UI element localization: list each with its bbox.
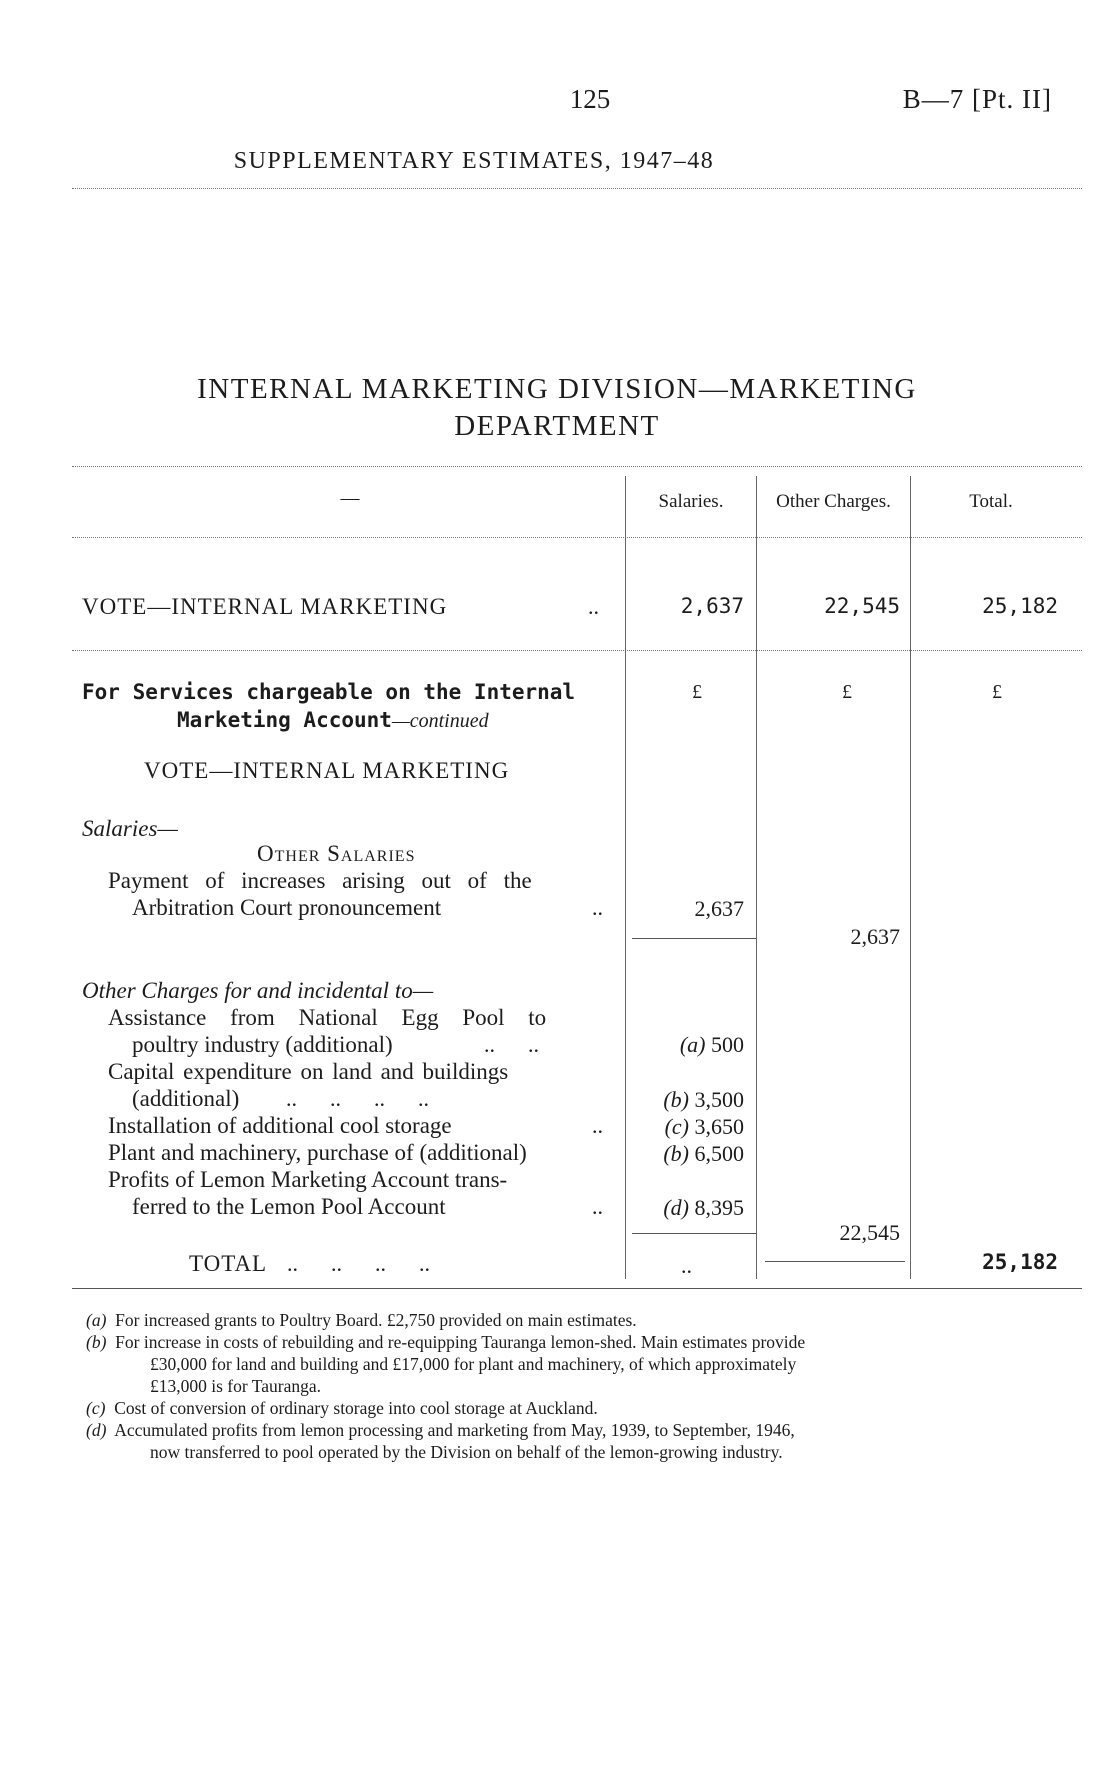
currency-total: £ — [992, 681, 1002, 703]
footnote-b-line2: £30,000 for land and building and £17,000 for plant and machinery, of which approximately — [150, 1354, 797, 1374]
value: 500 — [711, 1032, 744, 1057]
column-rule-other-charges — [756, 476, 757, 1279]
section-heading-continued: —continued — [391, 710, 489, 732]
footnote-mark: (c) — [86, 1398, 106, 1418]
summary-row-label: VOTE—INTERNAL MARKETING — [82, 594, 448, 619]
value: 3,650 — [694, 1114, 744, 1139]
item-egg-pool-line2: poultry industry (additional) — [132, 1032, 393, 1057]
salaries-subtotal: 2,637 — [850, 924, 900, 949]
table-top-rule — [72, 466, 1082, 467]
summary-bottom-rule — [72, 650, 1082, 651]
footnote-text: For increased grants to Poultry Board. £2,750 provided on main estimates. — [115, 1310, 637, 1330]
item-capital-leader: .. .. .. .. — [286, 1086, 429, 1111]
note-mark: (b) — [663, 1141, 689, 1166]
column-header-description: — — [340, 488, 360, 509]
item-lemon-line2: ferred to the Lemon Pool Account — [132, 1194, 446, 1219]
page-title-line1: INTERNAL MARKETING DIVISION—MARKETING — [197, 373, 917, 405]
item-egg-pool-value — [630, 1032, 744, 1058]
item-lemon-line1: Profits of Lemon Marketing Account trans- — [108, 1167, 508, 1192]
footnote-text: Cost of conversion of ordinary storage into cool storage at Auckland. — [114, 1398, 598, 1418]
footnote-mark: (d) — [86, 1420, 107, 1440]
value: 6,500 — [694, 1141, 744, 1166]
column-rule-salaries — [625, 476, 626, 1279]
footnote-text: For increase in costs of rebuilding and re-equipping Tauranga lemon-shed. Main estimates provide — [115, 1332, 806, 1352]
summary-other-charges: 22,545 — [824, 594, 900, 618]
running-title: SUPPLEMENTARY ESTIMATES, 1947–48 — [233, 148, 715, 174]
other-charges-subtotal: 22,545 — [839, 1220, 900, 1245]
summary-total: 25,182 — [982, 594, 1058, 618]
note-mark: (a) — [679, 1032, 706, 1057]
item-cool-storage-leader: .. — [592, 1113, 603, 1138]
item-capital-line1: Capital expenditure on land and buildings — [108, 1059, 509, 1084]
total-value: 25,182 — [982, 1250, 1058, 1274]
footnote-d-line2: now transferred to pool operated by the Division on behalf of the lemon-growing industry. — [150, 1442, 783, 1462]
section-heading-line2 — [177, 708, 489, 733]
footnote-b — [86, 1332, 805, 1353]
column-rule-total — [910, 476, 911, 1279]
summary-salaries: 2,637 — [680, 594, 744, 618]
table-bottom-rule — [72, 1288, 1082, 1289]
currency-other-charges: £ — [842, 681, 852, 703]
salaries-item-leader: .. — [592, 895, 603, 920]
note-mark: (c) — [664, 1114, 689, 1139]
salaries-subtotal-rule — [632, 938, 756, 939]
item-cool-storage-value — [630, 1114, 744, 1140]
page-number: 125 — [569, 84, 611, 114]
footnote-b-line3: £13,000 is for Tauranga. — [150, 1376, 321, 1396]
page-title-line2: DEPARTMENT — [454, 410, 660, 442]
footnote-a — [86, 1310, 637, 1331]
section-vote-label: VOTE—INTERNAL MARKETING — [144, 758, 510, 783]
salaries-item-value: 2,637 — [694, 896, 744, 921]
header-rule — [72, 188, 1082, 189]
salaries-item-line1: Payment of increases arising out of the — [108, 868, 532, 893]
salaries-subheading: Other Salaries — [257, 841, 416, 866]
item-egg-pool-line1: Assistance from National Egg Pool to — [108, 1005, 547, 1030]
total-row-leader: .. .. .. .. — [287, 1251, 430, 1276]
footnote-d — [86, 1420, 795, 1441]
note-mark: (b) — [663, 1087, 689, 1112]
total-rule-other-charges — [765, 1261, 905, 1262]
other-charges-heading: Other Charges for and incidental to— — [82, 978, 434, 1003]
column-header-other-charges: Other Charges. — [776, 491, 891, 512]
other-charges-subtotal-rule — [632, 1233, 756, 1234]
item-capital-line2: (additional) — [132, 1086, 240, 1111]
footnote-mark: (a) — [86, 1310, 107, 1330]
item-egg-pool-leader: .. .. — [484, 1032, 539, 1057]
summary-row-leader: .. — [588, 594, 599, 619]
item-lemon-leader: .. — [592, 1194, 603, 1219]
currency-salaries: £ — [692, 681, 702, 703]
total-salaries-leader: .. — [681, 1253, 692, 1278]
item-plant-line1: Plant and machinery, purchase of (additional) — [108, 1140, 527, 1165]
column-header-total: Total. — [969, 491, 1013, 512]
footnote-mark: (b) — [86, 1332, 107, 1352]
footnote-text: Accumulated profits from lemon processing and marketing from May, 1939, to September, 1946, — [114, 1420, 795, 1440]
total-row-label: TOTAL — [189, 1251, 268, 1276]
salaries-heading: Salaries— — [82, 816, 178, 841]
footnote-c — [86, 1398, 598, 1419]
section-heading-line1: For Services chargeable on the Internal — [82, 680, 576, 704]
header-bottom-rule — [72, 537, 1082, 538]
column-header-salaries: Salaries. — [658, 491, 724, 512]
document-reference: B—7 [Pt. II] — [902, 84, 1052, 114]
note-mark: (d) — [663, 1195, 689, 1220]
value: 8,395 — [694, 1195, 744, 1220]
value: 3,500 — [694, 1087, 744, 1112]
item-plant-value — [630, 1141, 744, 1167]
salaries-item-line2: Arbitration Court pronouncement — [132, 895, 442, 920]
item-lemon-value — [630, 1195, 744, 1221]
item-capital-value — [630, 1087, 744, 1113]
item-cool-storage-line1: Installation of additional cool storage — [108, 1113, 452, 1138]
section-heading-account: Marketing Account — [177, 708, 392, 732]
